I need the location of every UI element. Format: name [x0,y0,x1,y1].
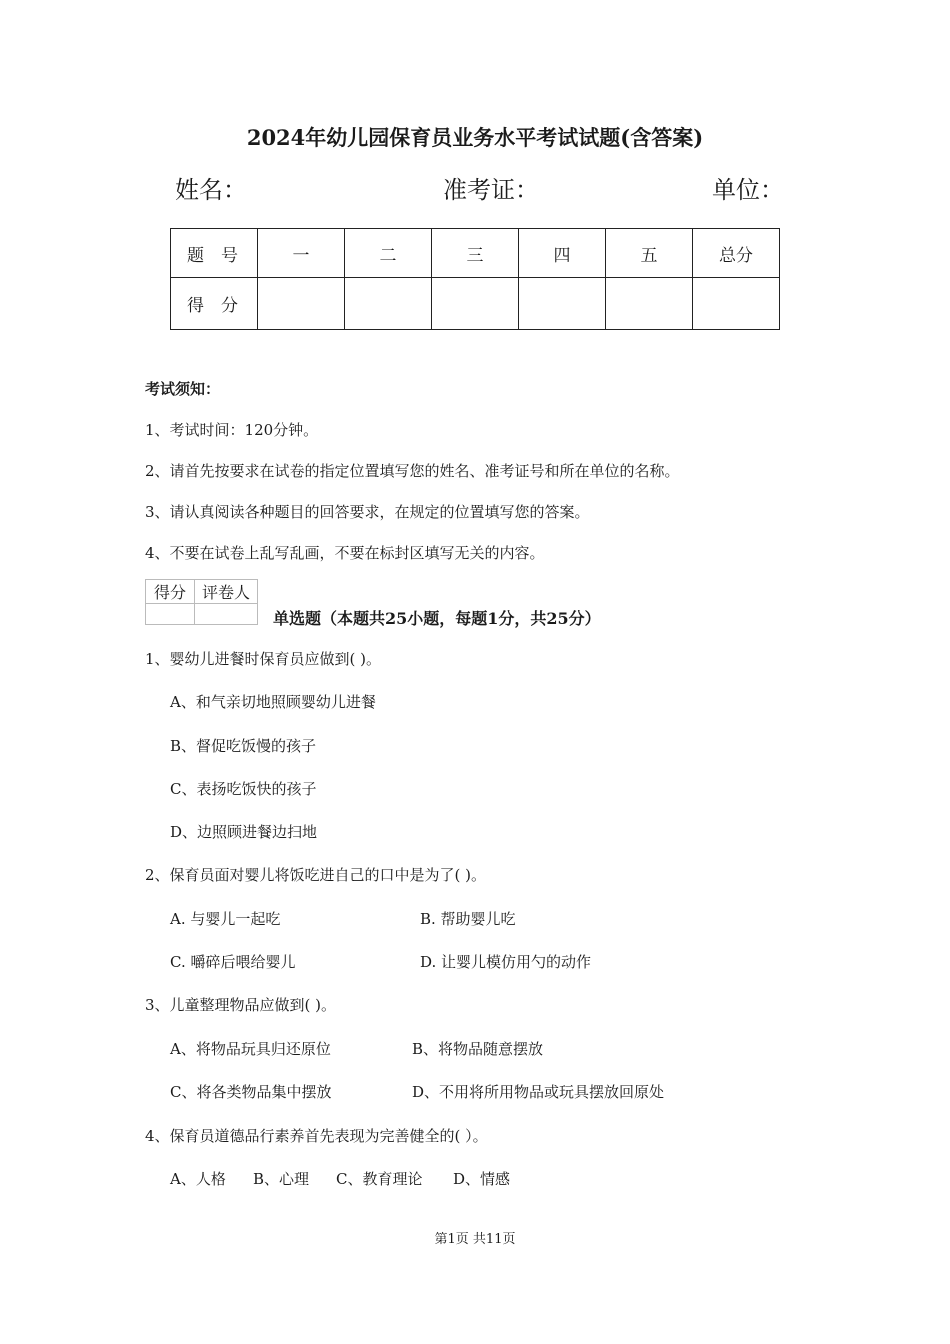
score-table-header-cell: 二 [345,229,432,278]
score-table-header-row [171,229,780,278]
name-label: 姓名： [175,176,247,204]
question-option: B、心理 [253,1170,310,1188]
score-cell [693,278,780,330]
unit-label: 单位： [712,176,784,204]
exam-id-label: 准考证： [443,176,539,204]
score-row-label: 得 分 [171,278,258,330]
score-table-header-cell: 三 [432,229,519,278]
grader-score-cell [146,604,195,625]
grader-reviewer-label: 评卷人 [195,580,258,604]
score-table-header-cell: 一 [258,229,345,278]
question-option: D、不用将所用物品或玩具摆放回原处 [412,1083,665,1101]
document-title: 2024年幼儿园保育员业务水平考试试题(含答案) [246,125,704,150]
notice-item: 1、考试时间：120分钟。 [145,421,319,439]
score-table-header-cell: 五 [606,229,693,278]
question-option: C、表扬吃饭快的孩子 [170,780,317,798]
question-option: D. 让婴儿模仿用勺的动作 [420,953,592,971]
page-footer: 第1页 共11页 [434,1232,516,1247]
question-option: C. 嚼碎后喂给婴儿 [170,953,296,971]
section-title: 单选题（本题共25小题，每题1分，共25分） [273,609,601,628]
score-table-header-cell: 题 号 [171,229,258,278]
score-cell [345,278,432,330]
score-table [170,228,780,330]
score-cell [519,278,606,330]
question-option: C、教育理论 [336,1170,423,1188]
notice-item: 2、请首先按要求在试卷的指定位置填写您的姓名、准考证号和所在单位的名称。 [145,462,680,480]
grader-reviewer-cell [195,604,258,625]
grader-score-label: 得分 [146,580,195,604]
grader-box [145,579,258,625]
score-cell [606,278,693,330]
question-stem: 3、儿童整理物品应做到( )。 [145,996,337,1014]
question-option: A、将物品玩具归还原位 [170,1040,331,1058]
notice-item: 3、请认真阅读各种题目的回答要求，在规定的位置填写您的答案。 [145,503,590,521]
score-table-score-row [171,278,780,330]
question-option: A. 与婴儿一起吃 [170,910,281,928]
question-stem: 4、保育员道德品行素养首先表现为完善健全的( ）。 [145,1127,488,1145]
question-option: B、督促吃饭慢的孩子 [170,737,317,755]
notice-title: 考试须知： [145,380,221,398]
question-option: B、将物品随意摆放 [412,1040,544,1058]
question-option: A、和气亲切地照顾婴幼儿进餐 [170,693,376,711]
score-cell [432,278,519,330]
score-table-header-cell: 总分 [693,229,780,278]
question-option: B. 帮助婴儿吃 [420,910,516,928]
notice-item: 4、不要在试卷上乱写乱画，不要在标封区填写无关的内容。 [145,544,545,562]
question-option: C、将各类物品集中摆放 [170,1083,332,1101]
question-option: A、人格 [170,1170,226,1188]
question-option: D、边照顾进餐边扫地 [170,823,318,841]
score-cell [258,278,345,330]
question-stem: 1、婴幼儿进餐时保育员应做到( )。 [145,650,382,668]
score-table-header-cell: 四 [519,229,606,278]
question-option: D、情感 [453,1170,511,1188]
question-stem: 2、保育员面对婴儿将饭吃进自己的口中是为了( )。 [145,866,487,884]
